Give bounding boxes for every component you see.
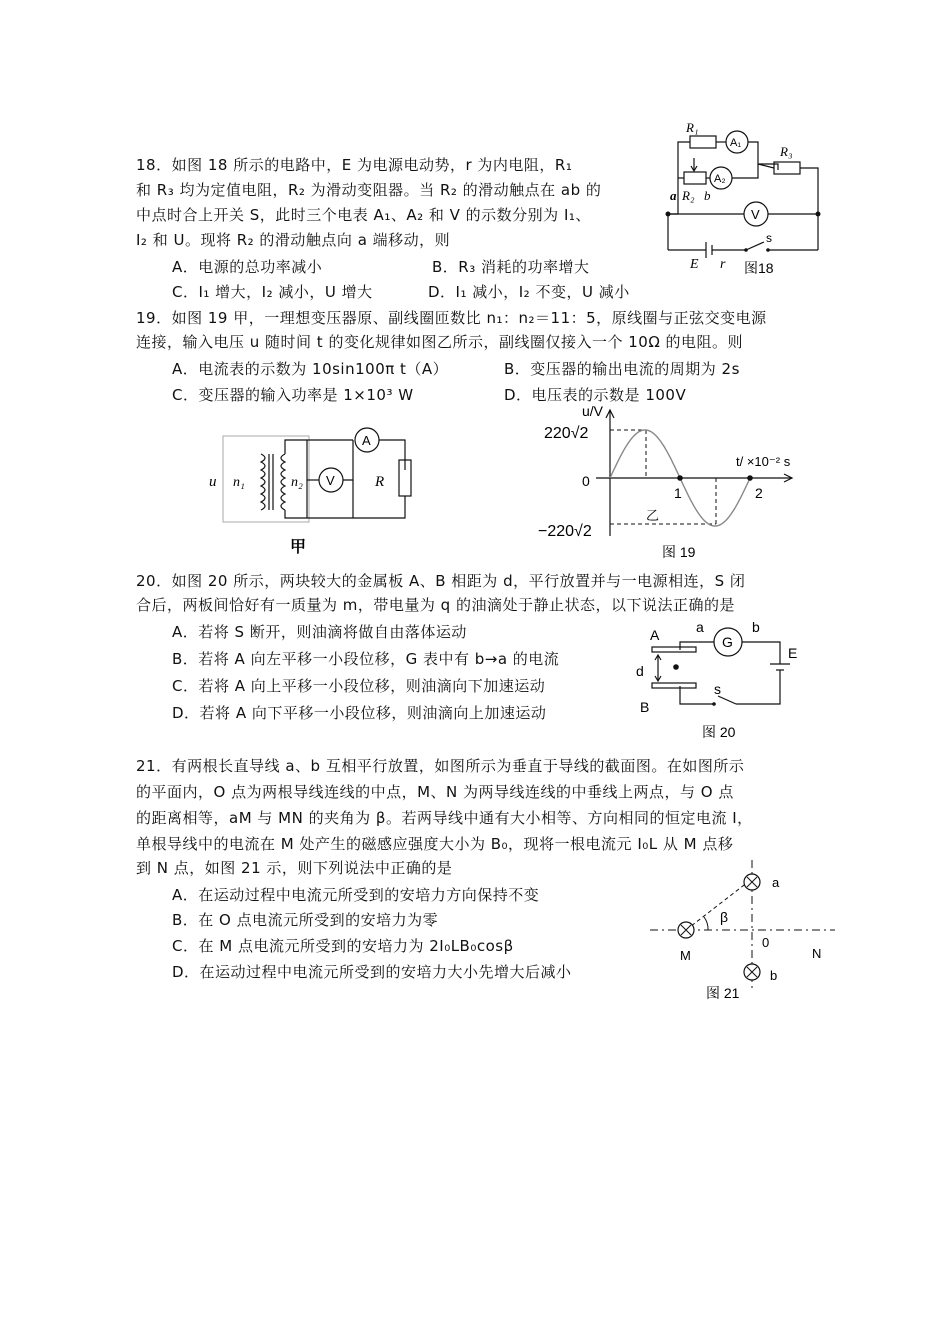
q20-option-c: C．若将 A 向上平移一小段位移，则油滴向下加速运动 [172, 677, 546, 695]
wire-a [744, 874, 760, 890]
q19-transformer-figure [205, 424, 420, 559]
wire-b [744, 964, 760, 980]
q21-option-b: B．在 O 点电流元所受到的安培力为零 [172, 911, 439, 929]
q21-label-o: 0 [762, 935, 770, 950]
q20-option-a: A．若将 S 断开，则油滴将做自由落体运动 [172, 623, 467, 641]
q20-option-b: B．若将 A 向左平移一小段位移，G 表中有 b→a 的电流 [172, 650, 560, 668]
q18-option-b: B．R₃ 消耗的功率增大 [432, 258, 590, 276]
q21-line-2: 的平面内，O 点为两根导线连线的中点，M、N 为两导线连线的中垂线上两点，与 O 点 [136, 783, 734, 801]
q20-line-1: 20．如图 20 所示，两块较大的金属板 A、B 相距为 d，平行放置并与一电源相连，S 闭 [136, 572, 746, 590]
q21-label-m: M [680, 948, 691, 963]
q21-line-5: 到 N 点，如图 21 示，则下列说法中正确的是 [136, 859, 453, 877]
q21-option-a: A．在运动过程中电流元所受到的安培力方向保持不变 [172, 886, 540, 904]
q19-option-d: D．电压表的示数是 100V [504, 386, 687, 404]
q20-label-d: d [636, 663, 644, 679]
q18-line-2: 和 R₃ 均为定值电阻，R₂ 为滑动变阻器。当 R₂ 的滑动触点在 ab 的 [136, 181, 602, 199]
q18-label-s: s [766, 231, 772, 245]
q19-option-c: C．变压器的输入功率是 1×10³ W [172, 386, 414, 404]
q18-label-b: b [704, 188, 711, 203]
q21-label-b: b [770, 968, 778, 983]
q18-line-4: I₂ 和 U。现将 R₂ 的滑动触点向 a 端移动，则 [136, 231, 451, 249]
q21-label-beta: β [720, 909, 729, 925]
q20-label-e: E [788, 645, 798, 661]
q21-option-c: C．在 M 点电流元所受到的安培力为 2I₀LB₀cosβ [172, 937, 514, 955]
q19-sine-chart [530, 400, 810, 560]
q21-caption: 图 21 [706, 985, 740, 1001]
chart-sub-label: 乙 [646, 508, 660, 523]
q21-wires-figure [650, 860, 840, 1005]
q18-option-d: D．I₁ 减小，I₂ 不变，U 减小 [428, 283, 630, 301]
q18-circuit-figure [660, 118, 835, 280]
q19-line-2: 连接，输入电压 u 随时间 t 的变化规律如图乙所示，副线圈仅接入一个 10Ω 的电阻。则 [136, 333, 744, 351]
q18-label-r2: R₂ [682, 188, 695, 203]
chart-tick-2: 2 [755, 485, 763, 501]
q20-label-s: s [714, 681, 721, 697]
chart-x-label: t/ ×10⁻² s [736, 454, 791, 469]
q18-line-1: 18．如图 18 所示的电路中，E 为电源电动势，r 为内电阻，R₁ [136, 156, 573, 174]
q19-jia-n1: n₁ [233, 475, 245, 490]
q19-jia-caption: 甲 [290, 539, 307, 556]
q21-line-4: 单根导线中的电流在 M 处产生的磁感应强度大小为 B₀，现将一根电流元 I₀L 从 M 点移 [136, 835, 734, 853]
chart-caption: 图 19 [662, 544, 696, 560]
q19-jia-voltmeter: V [326, 473, 335, 488]
q19-jia-u: u [209, 474, 217, 490]
q18-line-3: 中点时合上开关 S，此时三个电表 A₁、A₂ 和 V 的示数分别为 I₁、 [136, 206, 591, 224]
q20-caption: 图 20 [702, 724, 736, 740]
q18-option-a: A．电源的总功率减小 [172, 258, 323, 276]
q18-label-r: r [720, 257, 726, 272]
current-element-m [678, 922, 694, 938]
q21-option-d: D．在运动过程中电流元所受到的安培力大小先增大后减小 [172, 963, 572, 981]
q21-label-n: N [812, 946, 822, 961]
q20-label-b: b [752, 619, 760, 635]
q19-jia-ammeter: A [362, 433, 371, 448]
q18-meter-a1: A₁ [730, 137, 742, 149]
q19-jia-n2: n₂ [291, 475, 303, 490]
q21-line-3: 的距离相等，aM 与 MN 的夹角为 β。若两导线中通有大小相等、方向相同的恒定电流 I， [136, 809, 753, 827]
q19-line-1: 19．如图 19 甲，一理想变压器原、副线圈匝数比 n₁：n₂＝11：5，原线圈与正弦交变电源 [136, 309, 767, 327]
q21-label-a: a [772, 875, 780, 890]
chart-y-max-label: 220√2 [544, 425, 589, 442]
q20-option-d: D．若将 A 向下平移一小段位移，则油滴向上加速运动 [172, 704, 547, 722]
q21-line-1: 21．有两根长直导线 a、b 互相平行放置，如图所示为垂直于导线的截面图。在如图所示 [136, 757, 745, 775]
chart-point-t1 [677, 475, 683, 481]
chart-origin-label: 0 [582, 473, 590, 489]
q18-label-r1: R₁ [686, 120, 699, 135]
q20-meter-g: G [722, 634, 733, 650]
q20-label-a-plate: A [650, 627, 660, 643]
q20-line-2: 合后，两板间恰好有一质量为 m，带电量为 q 的油滴处于静止状态，以下说法正确的是 [136, 596, 735, 614]
chart-tick-1: 1 [674, 485, 682, 501]
q18-label-e: E [690, 257, 699, 272]
q20-capacitor-figure [630, 616, 810, 746]
chart-y-label: u/V [582, 403, 604, 419]
q20-label-b-plate: B [640, 699, 650, 715]
q19-jia-r: R [375, 474, 385, 490]
q18-caption: 图18 [744, 260, 774, 276]
q18-meter-v: V [751, 207, 760, 222]
chart-y-min-label: −220√2 [538, 523, 592, 540]
q20-label-a: a [696, 619, 704, 635]
q19-option-b: B．变压器的输出电流的周期为 2s [504, 360, 740, 378]
q18-label-r3: R₃ [780, 144, 793, 159]
q19-option-a: A．电流表的示数为 10sin100π t（A） [172, 360, 449, 378]
q18-label-a: a [670, 188, 677, 203]
q18-option-c: C．I₁ 增大，I₂ 减小，U 增大 [172, 283, 373, 301]
q18-meter-a2: A₂ [714, 173, 726, 185]
chart-point-t2 [747, 475, 753, 481]
